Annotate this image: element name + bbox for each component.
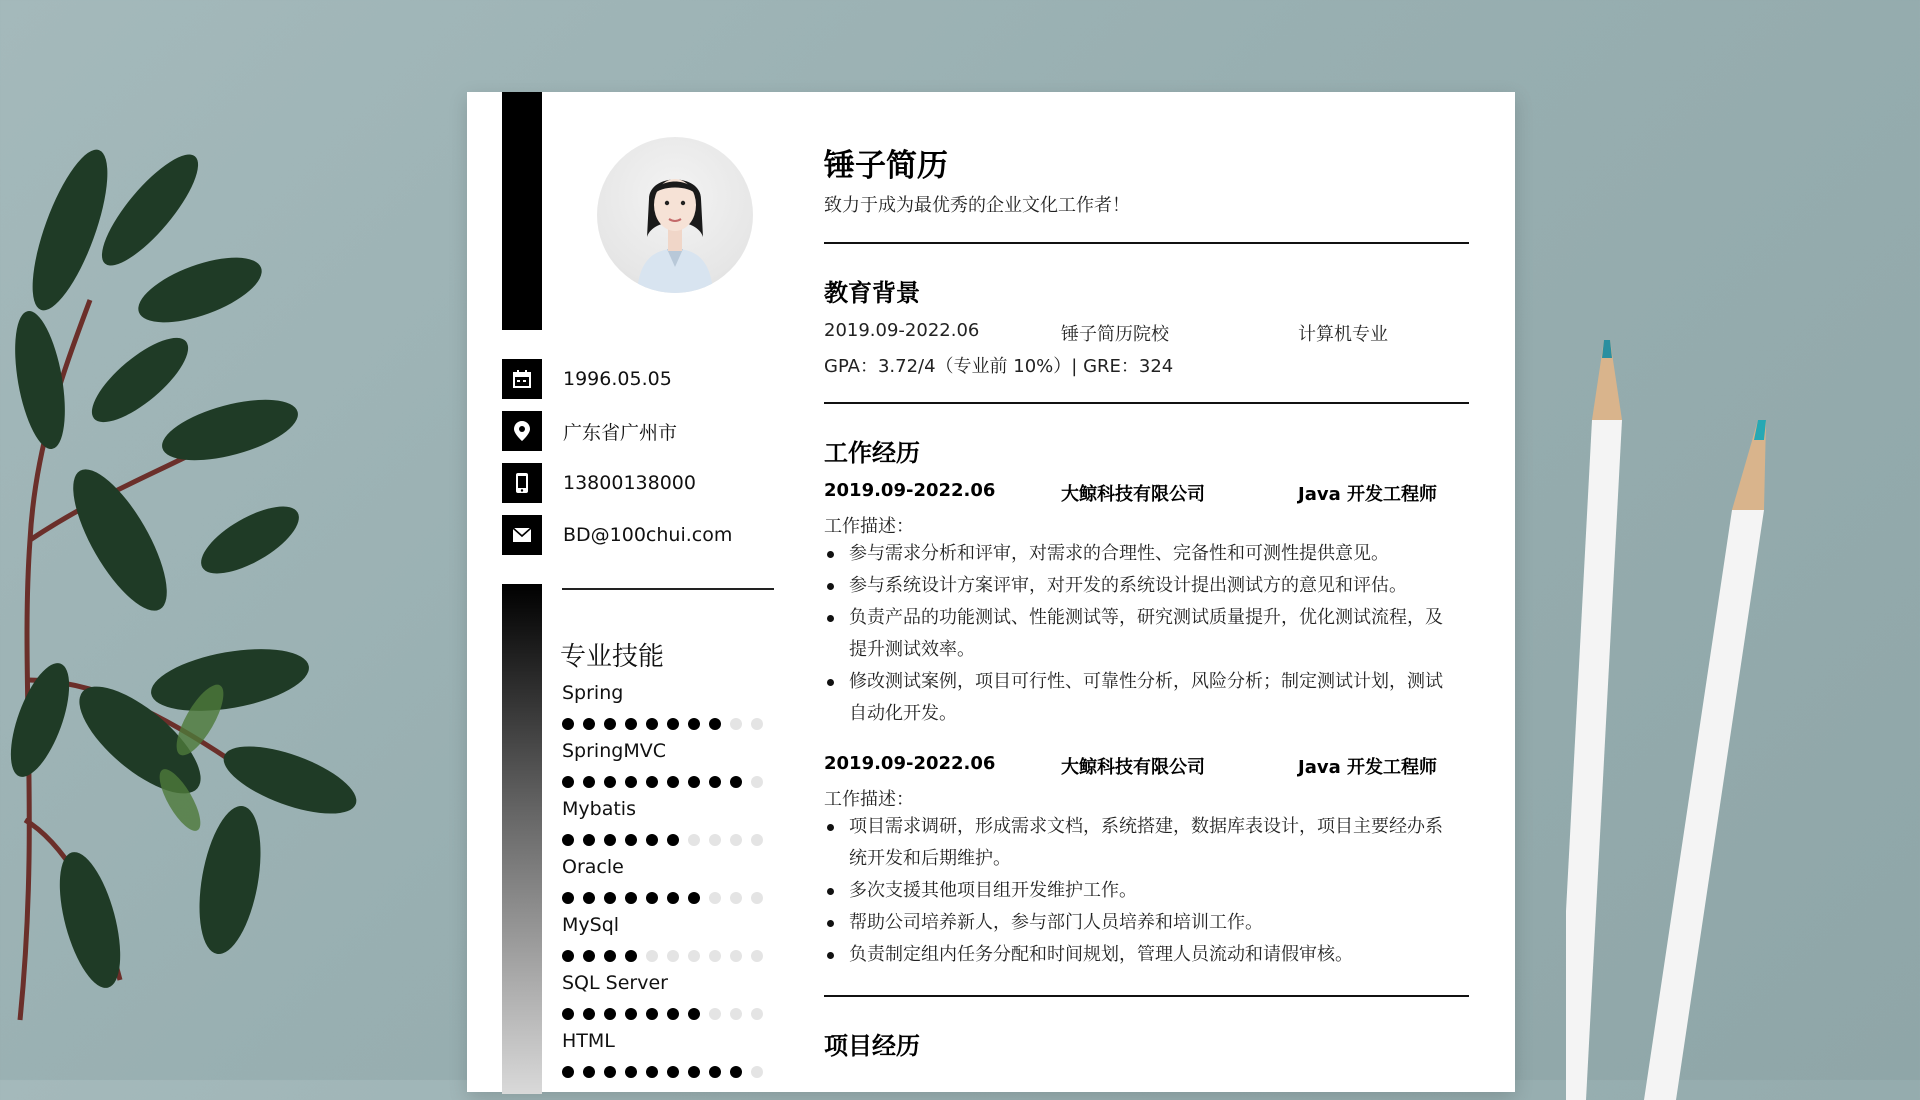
skill-dot — [562, 776, 574, 788]
skill-dot — [604, 834, 616, 846]
list-item: 参与需求分析和评审，对需求的合理性、完备性和可测性提供意见。 — [824, 538, 1449, 570]
skill-dot — [646, 892, 658, 904]
skill-dot — [709, 776, 721, 788]
skill-name: Spring — [562, 682, 624, 704]
skill-name: Mybatis — [562, 798, 636, 820]
skill-level-dots — [562, 892, 777, 904]
list-item: 多次支援其他项目组开发维护工作。 — [824, 875, 1449, 907]
job-company: 大鲸科技有限公司 — [1061, 757, 1205, 778]
work-title: 工作经历 — [824, 439, 920, 467]
list-item: 负责产品的功能测试、性能测试等，研究测试质量提升，优化测试流程，及提升测试效率。 — [824, 602, 1449, 666]
skill-dot — [709, 1008, 721, 1020]
skill-dot — [646, 834, 658, 846]
skill-dot — [730, 950, 742, 962]
skill-dot — [625, 1066, 637, 1078]
skill-dot — [688, 718, 700, 730]
skill-dot — [583, 1066, 595, 1078]
skill-dot — [583, 1008, 595, 1020]
skill-dot — [667, 1066, 679, 1078]
skill-dot — [667, 892, 679, 904]
skill-dot — [751, 834, 763, 846]
skill-dot — [646, 1066, 658, 1078]
skill-dot — [604, 1008, 616, 1020]
education-title: 教育背景 — [824, 279, 920, 307]
skill-dot — [646, 1008, 658, 1020]
resume-page — [467, 92, 1515, 1092]
contact-email — [502, 515, 732, 555]
skill-item — [562, 740, 777, 788]
skill-dot — [562, 1008, 574, 1020]
sidebar-gradient-bar — [502, 584, 542, 1094]
mail-icon — [502, 515, 542, 555]
contact-phone — [502, 463, 696, 503]
job-desc-label: 工作描述： — [824, 789, 914, 810]
education-row — [824, 320, 1469, 346]
resume-slogan: 致力于成为最优秀的企业文化工作者！ — [824, 195, 1130, 216]
skill-name: SpringMVC — [562, 740, 666, 762]
skill-item — [562, 682, 777, 730]
contact-text: 1996.05.05 — [563, 368, 672, 390]
job-period: 2019.09-2022.06 — [824, 480, 996, 501]
skill-dot — [709, 950, 721, 962]
sidebar-accent-bar — [502, 92, 542, 330]
location-pin-icon — [502, 411, 542, 451]
skill-item — [562, 1030, 777, 1078]
skill-dot — [730, 776, 742, 788]
calendar-icon — [502, 359, 542, 399]
skill-dot — [751, 776, 763, 788]
skill-dot — [688, 892, 700, 904]
skill-dot — [583, 718, 595, 730]
skill-item — [562, 856, 777, 904]
skill-item — [562, 972, 777, 1020]
skill-dot — [562, 950, 574, 962]
contact-text: 广东省广州市 — [563, 421, 678, 444]
job-role: Java 开发工程师 — [1298, 484, 1437, 505]
skill-dot — [667, 1008, 679, 1020]
skill-dot — [667, 834, 679, 846]
skill-dot — [625, 718, 637, 730]
education-gpa: GPA：3.72/4（专业前 10%）| GRE：324 — [824, 356, 1174, 377]
skill-level-dots — [562, 834, 777, 846]
skill-dot — [604, 950, 616, 962]
skill-dot — [709, 892, 721, 904]
skill-dot — [562, 718, 574, 730]
skill-dot — [730, 1066, 742, 1078]
section-divider — [824, 995, 1469, 997]
list-item: 帮助公司培养新人，参与部门人员培养和培训工作。 — [824, 907, 1449, 939]
skill-dot — [667, 776, 679, 788]
skill-dot — [625, 892, 637, 904]
pencil-decoration — [1640, 420, 1780, 1100]
skill-dot — [730, 834, 742, 846]
skill-dot — [604, 718, 616, 730]
skill-dot — [625, 1008, 637, 1020]
skill-dot — [688, 1066, 700, 1078]
resume-name: 锤子简历 — [824, 148, 948, 184]
skill-dot — [583, 892, 595, 904]
list-item: 项目需求调研，形成需求文档，系统搭建，数据库表设计，项目主要经办系统开发和后期维护。 — [824, 811, 1449, 875]
skill-name: MySql — [562, 914, 620, 936]
skill-dot — [688, 776, 700, 788]
skill-dot — [709, 718, 721, 730]
sidebar-divider — [562, 588, 774, 590]
skill-dot — [751, 950, 763, 962]
skill-dot — [583, 776, 595, 788]
skill-dot — [688, 950, 700, 962]
skill-level-dots — [562, 1066, 777, 1078]
skill-item — [562, 798, 777, 846]
skill-dot — [667, 718, 679, 730]
skill-dot — [646, 950, 658, 962]
education-period: 2019.09-2022.06 — [824, 320, 980, 341]
job-period: 2019.09-2022.06 — [824, 753, 996, 774]
skills-title: 专业技能 — [560, 642, 665, 672]
job-desc-label: 工作描述： — [824, 516, 914, 537]
skill-dot — [751, 892, 763, 904]
avatar — [597, 137, 753, 293]
skill-level-dots — [562, 950, 777, 962]
project-title: 项目经历 — [824, 1032, 920, 1060]
list-item: 参与系统设计方案评审，对开发的系统设计提出测试方的意见和评估。 — [824, 570, 1449, 602]
list-item: 修改测试案例，项目可行性、可靠性分析，风险分析；制定测试计划，测试自动化开发。 — [824, 666, 1449, 730]
skill-dot — [604, 892, 616, 904]
skill-item — [562, 914, 777, 962]
list-item: 负责制定组内任务分配和时间规划，管理人员流动和请假审核。 — [824, 939, 1449, 971]
skill-dot — [730, 892, 742, 904]
job-bullets — [824, 811, 1449, 971]
contact-location — [502, 411, 677, 451]
phone-icon — [502, 463, 542, 503]
skill-level-dots — [562, 776, 777, 788]
skill-dot — [562, 892, 574, 904]
skill-dot — [709, 1066, 721, 1078]
skill-name: HTML — [562, 1030, 615, 1052]
job-company: 大鲸科技有限公司 — [1061, 484, 1205, 505]
skill-dot — [562, 834, 574, 846]
skill-dot — [730, 718, 742, 730]
section-divider — [824, 242, 1469, 244]
skill-dot — [646, 718, 658, 730]
skill-level-dots — [562, 1008, 777, 1020]
contact-birthday — [502, 359, 672, 399]
skill-dot — [625, 834, 637, 846]
skill-dot — [709, 834, 721, 846]
job-header — [824, 753, 1469, 779]
skill-dot — [751, 1066, 763, 1078]
skill-dot — [688, 834, 700, 846]
skill-dot — [583, 834, 595, 846]
skill-dot — [667, 950, 679, 962]
skill-dot — [646, 776, 658, 788]
job-bullets — [824, 538, 1449, 730]
pencil-decoration — [1566, 340, 1646, 1100]
plant-decoration — [0, 120, 400, 1040]
job-role: Java 开发工程师 — [1298, 757, 1437, 778]
contact-text: 13800138000 — [563, 472, 696, 494]
contact-text: BD@100chui.com — [563, 524, 733, 546]
skill-dot — [583, 950, 595, 962]
skill-dot — [604, 776, 616, 788]
skill-name: Oracle — [562, 856, 624, 878]
job-header — [824, 480, 1469, 506]
skill-dot — [604, 1066, 616, 1078]
skill-dot — [625, 776, 637, 788]
section-divider — [824, 402, 1469, 404]
skill-level-dots — [562, 718, 777, 730]
education-school: 锤子简历院校 — [1061, 324, 1169, 345]
skill-dot — [751, 718, 763, 730]
skill-dot — [562, 1066, 574, 1078]
skill-dot — [730, 1008, 742, 1020]
skill-dot — [688, 1008, 700, 1020]
skill-dot — [625, 950, 637, 962]
skill-dot — [751, 1008, 763, 1020]
education-major: 计算机专业 — [1298, 324, 1388, 345]
skill-name: SQL Server — [562, 972, 668, 994]
